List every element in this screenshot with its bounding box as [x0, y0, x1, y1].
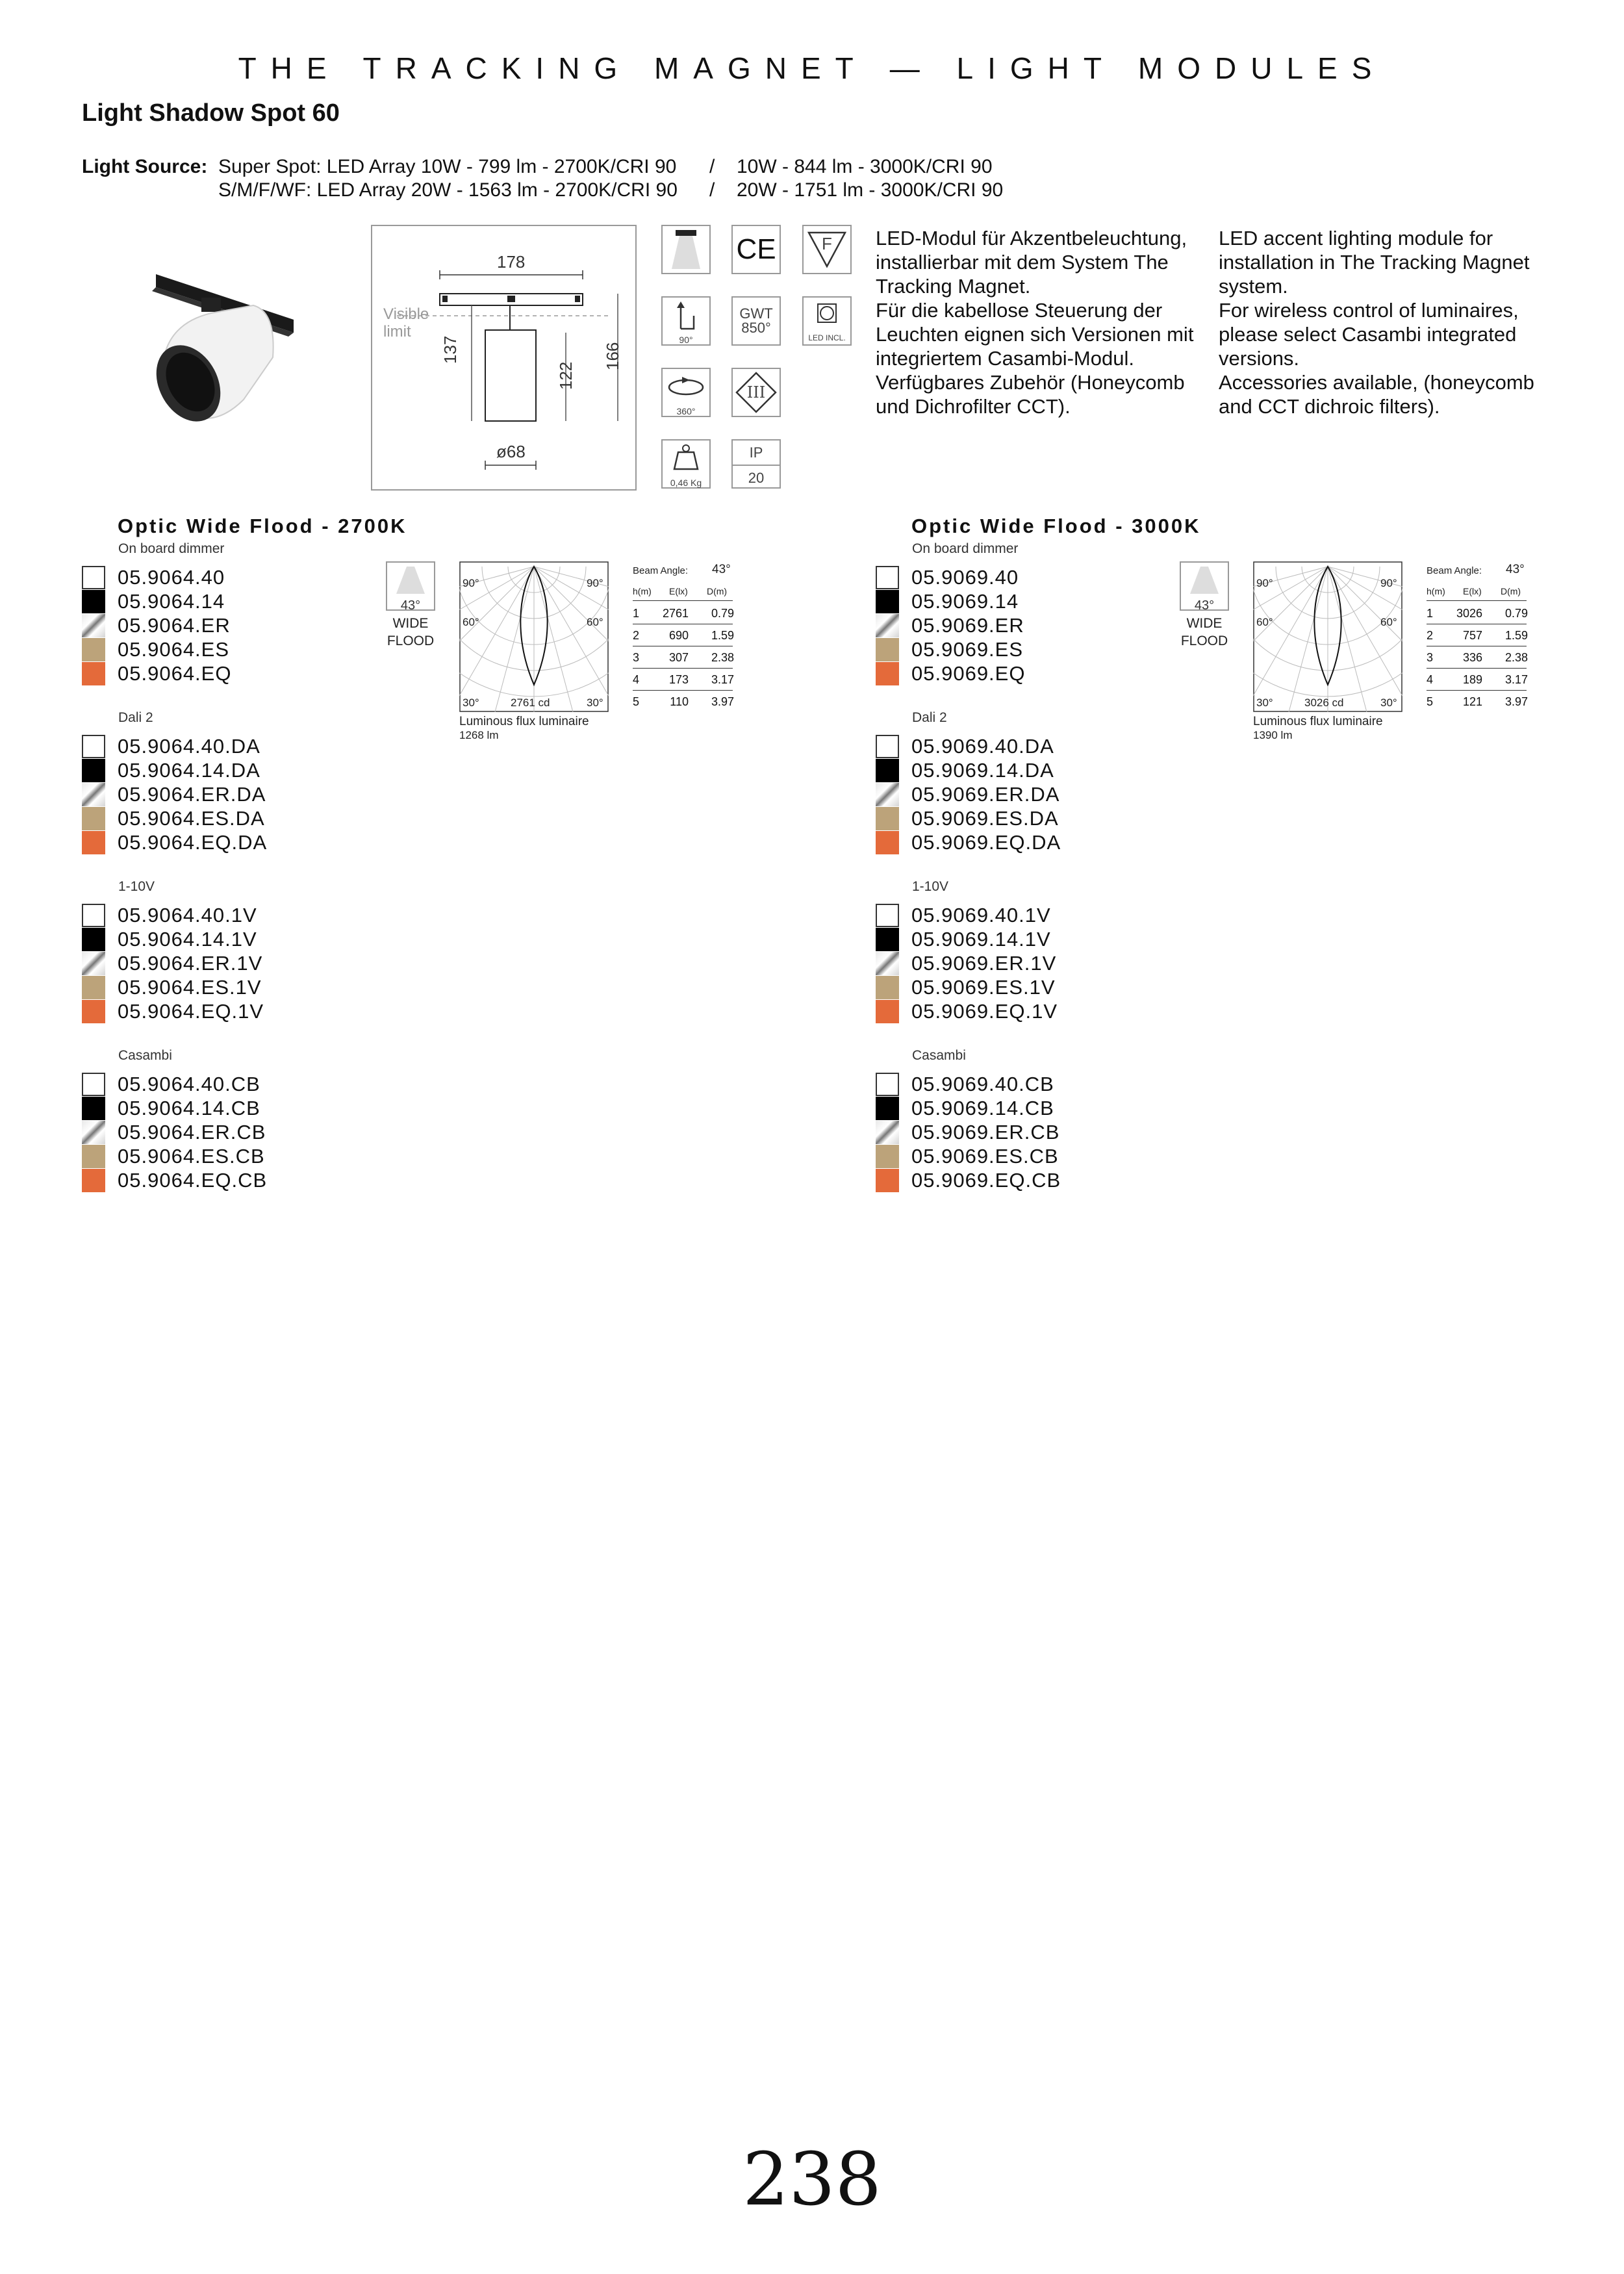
- finish-swatch-orange: [876, 1169, 899, 1192]
- finish-swatch-white: [876, 1073, 899, 1096]
- product-code: 05.9069.ER.DA: [911, 783, 1060, 806]
- light-source-label: Light Source:: [82, 156, 208, 177]
- product-code: 05.9064.ES.CB: [118, 1145, 265, 1168]
- beam-table-lux: 690: [668, 629, 689, 642]
- product-code: 05.9069.ER: [911, 614, 1024, 637]
- light-source-line2a: S/M/F/WF: LED Array 20W - 1563 lm - 2700K/CRI 90: [218, 179, 678, 201]
- polar-candela-value: 3026 cd: [1304, 696, 1344, 709]
- rotate-icon: 360°: [661, 368, 711, 417]
- product-code: 05.9069.EQ.1V: [911, 1000, 1058, 1023]
- beam-table-header: D(m): [707, 586, 728, 596]
- light-source-line1a: Super Spot: LED Array 10W - 799 lm - 2700K/CRI 90: [218, 156, 677, 177]
- finish-swatch-white: [82, 735, 105, 758]
- product-code: 05.9069.ES.CB: [911, 1145, 1059, 1168]
- page-number: 238: [742, 2138, 882, 2222]
- product-code: 05.9064.40.1V: [118, 904, 257, 926]
- beam-table-rule: [1427, 668, 1527, 669]
- beam-table-lux: 2761: [662, 607, 689, 620]
- weight-icon: 0,46 Kg: [661, 439, 711, 489]
- finish-swatch-orange: [82, 662, 105, 685]
- beam-table-height: 4: [1427, 673, 1434, 686]
- beam-table-lux: 110: [670, 695, 689, 708]
- finish-swatch-chrome: [82, 952, 105, 975]
- finish-swatch-sand: [82, 976, 105, 999]
- dim-height-mid: 122: [556, 361, 576, 390]
- polar-label-90-left: 90°: [1256, 577, 1273, 589]
- polar-label-30-left: 30°: [463, 696, 479, 709]
- product-code: 05.9069.40.1V: [911, 904, 1051, 926]
- polar-label-90-left: 90°: [463, 577, 479, 589]
- luminous-flux-label: Luminous flux luminaire: [1253, 715, 1383, 728]
- product-code: 05.9064.40.DA: [118, 735, 260, 758]
- beam-table-header: E(lx): [669, 586, 688, 596]
- polar-label-60-right: 60°: [1380, 616, 1397, 628]
- dim-height-left: 137: [440, 335, 460, 364]
- product-code: 05.9064.ER: [118, 614, 231, 637]
- polar-label-30-left: 30°: [1256, 696, 1273, 709]
- beam-table-lux: 3026: [1456, 607, 1482, 620]
- product-code: 05.9064.ER.1V: [118, 952, 263, 975]
- dim-width: 178: [497, 252, 526, 272]
- polar-label-90-right: 90°: [1380, 577, 1397, 589]
- product-code: 05.9064.14.DA: [118, 759, 260, 782]
- product-code: 05.9064.EQ.1V: [118, 1000, 264, 1023]
- finish-swatch-black: [876, 1097, 899, 1120]
- finish-swatch-white: [876, 904, 899, 927]
- ce-mark-icon: CE: [731, 225, 781, 274]
- polar-label-30-right: 30°: [1380, 696, 1397, 709]
- description-de: LED-Modul für Akzentbeleuchtung, installierbar mit dem System The Tracking Magnet. Für die kabellose Steuerung der Leuchten eignen sich Versionen mit integriertem Casambi-Modul. Verfügbares Zubehör (Honeycomb und Dichrofilter CCT).: [876, 227, 1194, 418]
- polar-label-60-right: 60°: [587, 616, 603, 628]
- light-source-sep2: /: [709, 179, 715, 201]
- product-code: 05.9069.14.1V: [911, 928, 1051, 951]
- finish-swatch-black: [876, 928, 899, 951]
- finish-swatch-sand: [876, 638, 899, 661]
- beam-table-diameter: 3.17: [711, 673, 734, 686]
- dim-diameter: ø68: [496, 442, 526, 461]
- beam-table-height: 3: [1427, 651, 1434, 664]
- finish-swatch-black: [876, 759, 899, 782]
- beam-angle-badge-icon: 43°: [386, 561, 435, 611]
- beam-table-lux: 173: [668, 673, 689, 686]
- finish-swatch-sand: [82, 1145, 105, 1168]
- finish-swatch-chrome: [876, 614, 899, 637]
- product-code: 05.9069.ES.1V: [911, 976, 1056, 999]
- product-code: 05.9064.14: [118, 590, 225, 613]
- finish-swatch-orange: [876, 662, 899, 685]
- beam-table-diameter: 3.97: [711, 695, 734, 708]
- product-code: 05.9064.EQ.DA: [118, 831, 268, 854]
- polar-label-30-right: 30°: [587, 696, 603, 709]
- beam-table-diameter: 3.97: [1504, 695, 1528, 708]
- page-header: THE TRACKING MAGNET — LIGHT MODULES: [238, 51, 1386, 85]
- product-code: 05.9064.ES: [118, 638, 230, 661]
- finish-swatch-black: [82, 1097, 105, 1120]
- beam-table-header: h(m): [633, 586, 652, 596]
- product-title: Light Shadow Spot 60: [82, 99, 340, 127]
- finish-swatch-black: [82, 759, 105, 782]
- product-code: 05.9069.40.DA: [911, 735, 1054, 758]
- product-group-label: Dali 2: [118, 710, 153, 725]
- product-code: 05.9069.40.CB: [911, 1073, 1054, 1095]
- finish-swatch-black: [82, 928, 105, 951]
- ip-rating-icon: IP 20: [731, 439, 781, 489]
- optic-title: Optic Wide Flood - 3000K: [911, 515, 1201, 537]
- finish-swatch-white: [82, 1073, 105, 1096]
- beam-table-header: E(lx): [1463, 586, 1482, 596]
- beam-table-height: 4: [633, 673, 640, 686]
- beam-table-lux: 757: [1462, 629, 1482, 642]
- beam-table-rule: [633, 668, 733, 669]
- product-code: 05.9064.EQ: [118, 662, 232, 685]
- beam-table-height: 5: [1427, 695, 1434, 708]
- product-group-label: 1-10V: [118, 879, 155, 894]
- finish-swatch-white: [82, 566, 105, 589]
- finish-swatch-orange: [82, 1169, 105, 1192]
- beam-table-diameter: 2.38: [1504, 651, 1528, 664]
- finish-swatch-chrome: [82, 783, 105, 806]
- product-code: 05.9064.14.1V: [118, 928, 257, 951]
- light-source-sep1: /: [709, 156, 715, 177]
- product-code: 05.9069.EQ.CB: [911, 1169, 1061, 1192]
- visible-limit-label: Visible limit: [383, 305, 429, 340]
- class-iii-icon: III: [731, 368, 781, 417]
- beam-table-diameter: 3.17: [1504, 673, 1528, 686]
- finish-swatch-orange: [82, 1000, 105, 1023]
- product-code: 05.9064.EQ.CB: [118, 1169, 268, 1192]
- beam-type-label: WIDE FLOOD: [1180, 616, 1228, 648]
- beam-table-height: 5: [633, 695, 640, 708]
- beam-table-rule: [1427, 600, 1527, 601]
- finish-swatch-white: [876, 735, 899, 758]
- product-code: 05.9064.ES.1V: [118, 976, 262, 999]
- beam-table-height: 1: [1427, 607, 1434, 620]
- optic-title: Optic Wide Flood - 2700K: [118, 515, 407, 537]
- product-photo: [104, 260, 305, 448]
- beam-table-height: 1: [633, 607, 640, 620]
- finish-swatch-orange: [82, 831, 105, 854]
- product-code: 05.9069.ER.CB: [911, 1121, 1060, 1143]
- product-code: 05.9069.14.CB: [911, 1097, 1054, 1119]
- product-group-label: Casambi: [118, 1048, 172, 1063]
- product-code: 05.9064.40: [118, 566, 225, 589]
- beam-table-lux: 307: [668, 651, 689, 664]
- light-source-line2b: 20W - 1751 lm - 3000K/CRI 90: [737, 179, 1004, 201]
- beam-table-lux: 189: [1462, 673, 1482, 686]
- f-mark-icon: F: [802, 225, 852, 274]
- finish-swatch-sand: [876, 976, 899, 999]
- luminous-flux-label: Luminous flux luminaire: [459, 715, 589, 728]
- product-code: 05.9069.ES: [911, 638, 1024, 661]
- product-code: 05.9064.14.CB: [118, 1097, 260, 1119]
- finish-swatch-sand: [876, 807, 899, 830]
- beam-table-diameter: 0.79: [711, 607, 734, 620]
- product-code: 05.9069.14.DA: [911, 759, 1054, 782]
- beam-table-diameter: 2.38: [711, 651, 734, 664]
- product-code: 05.9069.EQ: [911, 662, 1026, 685]
- product-code: 05.9064.ER.DA: [118, 783, 266, 806]
- finish-swatch-black: [876, 590, 899, 613]
- product-code: 05.9069.EQ.DA: [911, 831, 1061, 854]
- product-code: 05.9069.14: [911, 590, 1019, 613]
- beam-angle-value: 43°: [712, 563, 731, 576]
- beam-table-rule: [1427, 690, 1527, 691]
- beam-angle-value: 43°: [1506, 563, 1525, 576]
- polar-label-90-right: 90°: [587, 577, 603, 589]
- beam-table-header: h(m): [1427, 586, 1445, 596]
- product-group-label: Dali 2: [912, 710, 947, 725]
- product-code: 05.9064.40.CB: [118, 1073, 260, 1095]
- finish-swatch-sand: [82, 638, 105, 661]
- finish-swatch-chrome: [82, 614, 105, 637]
- polar-label-60-left: 60°: [463, 616, 479, 628]
- finish-swatch-sand: [876, 1145, 899, 1168]
- product-group-label: On board dimmer: [118, 541, 225, 556]
- beam-table-diameter: 0.79: [1504, 607, 1528, 620]
- product-code: 05.9064.ER.CB: [118, 1121, 266, 1143]
- beam-table-height: 3: [633, 651, 640, 664]
- finish-swatch-chrome: [82, 1121, 105, 1144]
- gwt-icon: GWT 850°: [731, 296, 781, 346]
- beam-angle-label: Beam Angle:: [1427, 565, 1482, 576]
- beam-table-rule: [633, 600, 733, 601]
- polar-candela-value: 2761 cd: [511, 696, 550, 709]
- led-incl-icon: LED INCL.: [802, 296, 852, 346]
- finish-swatch-black: [82, 590, 105, 613]
- luminous-flux-value: 1268 lm: [459, 729, 499, 741]
- beam-table-height: 2: [633, 629, 640, 642]
- beam-table-rule: [633, 690, 733, 691]
- beam-type-label: WIDE FLOOD: [387, 616, 435, 648]
- product-code: 05.9069.40: [911, 566, 1019, 589]
- product-code: 05.9069.ES.DA: [911, 807, 1059, 830]
- dim-height-total: 166: [603, 342, 622, 370]
- beam-table-lux: 121: [1462, 695, 1482, 708]
- description-en: LED accent lighting module for installation in The Tracking Magnet system. For wireless control of luminaires, please select Casambi integrated versions. Accessories available, (honeycomb and CCT dichroic filters).: [1219, 227, 1534, 418]
- beam-angle-badge-icon: 43°: [1180, 561, 1229, 611]
- finish-swatch-orange: [876, 831, 899, 854]
- spot-light-icon: [661, 225, 711, 274]
- beam-table-diameter: 1.59: [711, 629, 734, 642]
- beam-table-header: D(m): [1501, 586, 1521, 596]
- product-group-label: Casambi: [912, 1048, 966, 1063]
- product-group-label: On board dimmer: [912, 541, 1019, 556]
- product-group-label: 1-10V: [912, 879, 949, 894]
- finish-swatch-orange: [876, 1000, 899, 1023]
- polar-label-60-left: 60°: [1256, 616, 1273, 628]
- finish-swatch-chrome: [876, 952, 899, 975]
- beam-table-lux: 336: [1462, 651, 1482, 664]
- luminous-flux-value: 1390 lm: [1253, 729, 1293, 741]
- beam-table-diameter: 1.59: [1504, 629, 1528, 642]
- product-code: 05.9069.ER.1V: [911, 952, 1057, 975]
- finish-swatch-white: [82, 904, 105, 927]
- finish-swatch-white: [876, 566, 899, 589]
- tilt-icon: 90°: [661, 296, 711, 346]
- beam-angle-label: Beam Angle:: [633, 565, 689, 576]
- beam-table-height: 2: [1427, 629, 1434, 642]
- finish-swatch-chrome: [876, 783, 899, 806]
- product-code: 05.9064.ES.DA: [118, 807, 265, 830]
- finish-swatch-sand: [82, 807, 105, 830]
- light-source-line1b: 10W - 844 lm - 3000K/CRI 90: [737, 156, 993, 177]
- finish-swatch-chrome: [876, 1121, 899, 1144]
